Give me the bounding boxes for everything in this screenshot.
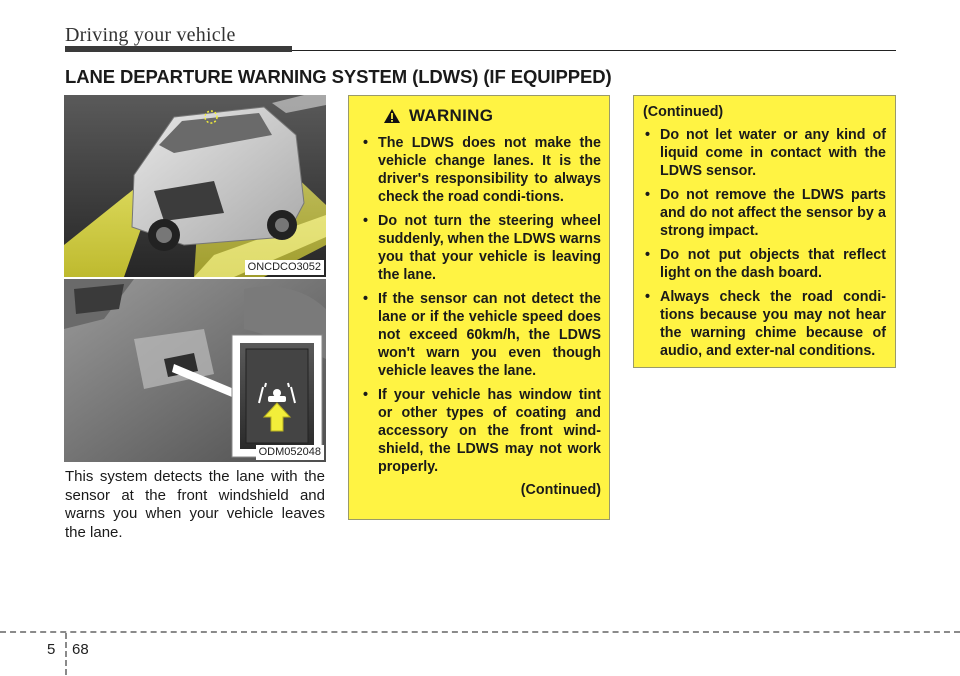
list-item: • The LDWS does not make the vehicle change lanes. It is the driver's responsibility to always check the road condi-tions. — [361, 134, 601, 206]
list-item: • If the sensor can not detect the lane or if the vehicle speed does not exceed 60km/h, the LDWS won't warn you even though vehicle leaves the lane. — [361, 290, 601, 380]
list-item: • Do not turn the steering wheel suddenly, when the LDWS warns you that your vehicle is leaving the lane. — [361, 212, 601, 284]
list-item: • Do not put objects that reflect light on the dash board. — [643, 246, 886, 282]
list-item: • Do not remove the LDWS parts and do not affect the sensor by a strong impact. — [643, 186, 886, 240]
continued-title: (Continued) — [643, 104, 724, 120]
section-title: Driving your vehicle — [65, 24, 236, 46]
warning-triangle-icon — [383, 108, 401, 124]
list-item: • Do not let water or any kind of liquid come in contact with the LDWS sensor. — [643, 126, 886, 180]
footer-divider — [0, 631, 960, 633]
continued-list — [643, 126, 886, 360]
continued-label: (Continued) — [520, 482, 601, 498]
car-sensor-illustration — [64, 95, 326, 277]
page-number: 68 — [72, 641, 89, 658]
header-rule-thick — [65, 46, 292, 52]
ldws-switch-illustration — [64, 279, 326, 462]
chapter-number: 5 — [47, 641, 56, 658]
continued-warning-box — [633, 95, 896, 368]
list-item: • If your vehicle has window tint or other types of coating and accessory on the front wind-shield, the LDWS may not work properly. — [361, 386, 601, 476]
image-code-label: ONCDCO3052 — [245, 260, 324, 275]
footer-vertical-divider — [65, 633, 67, 675]
header-rule-thin — [292, 50, 896, 51]
image-code-label: ODM052048 — [256, 445, 324, 460]
warning-list — [361, 134, 601, 476]
list-item: • Always check the road condi-tions because you may not hear the warning chime because of audio, and exter-nal conditions. — [643, 288, 886, 360]
body-paragraph: This system detects the lane with the sensor at the front windshield and warns you when your vehicle leaves the lane. — [65, 468, 325, 541]
warning-title: WARNING — [409, 106, 494, 125]
warning-box — [348, 95, 610, 520]
warning-header — [383, 106, 601, 126]
page-heading: LANE DEPARTURE WARNING SYSTEM (LDWS) (IF EQUIPPED) — [65, 66, 612, 87]
